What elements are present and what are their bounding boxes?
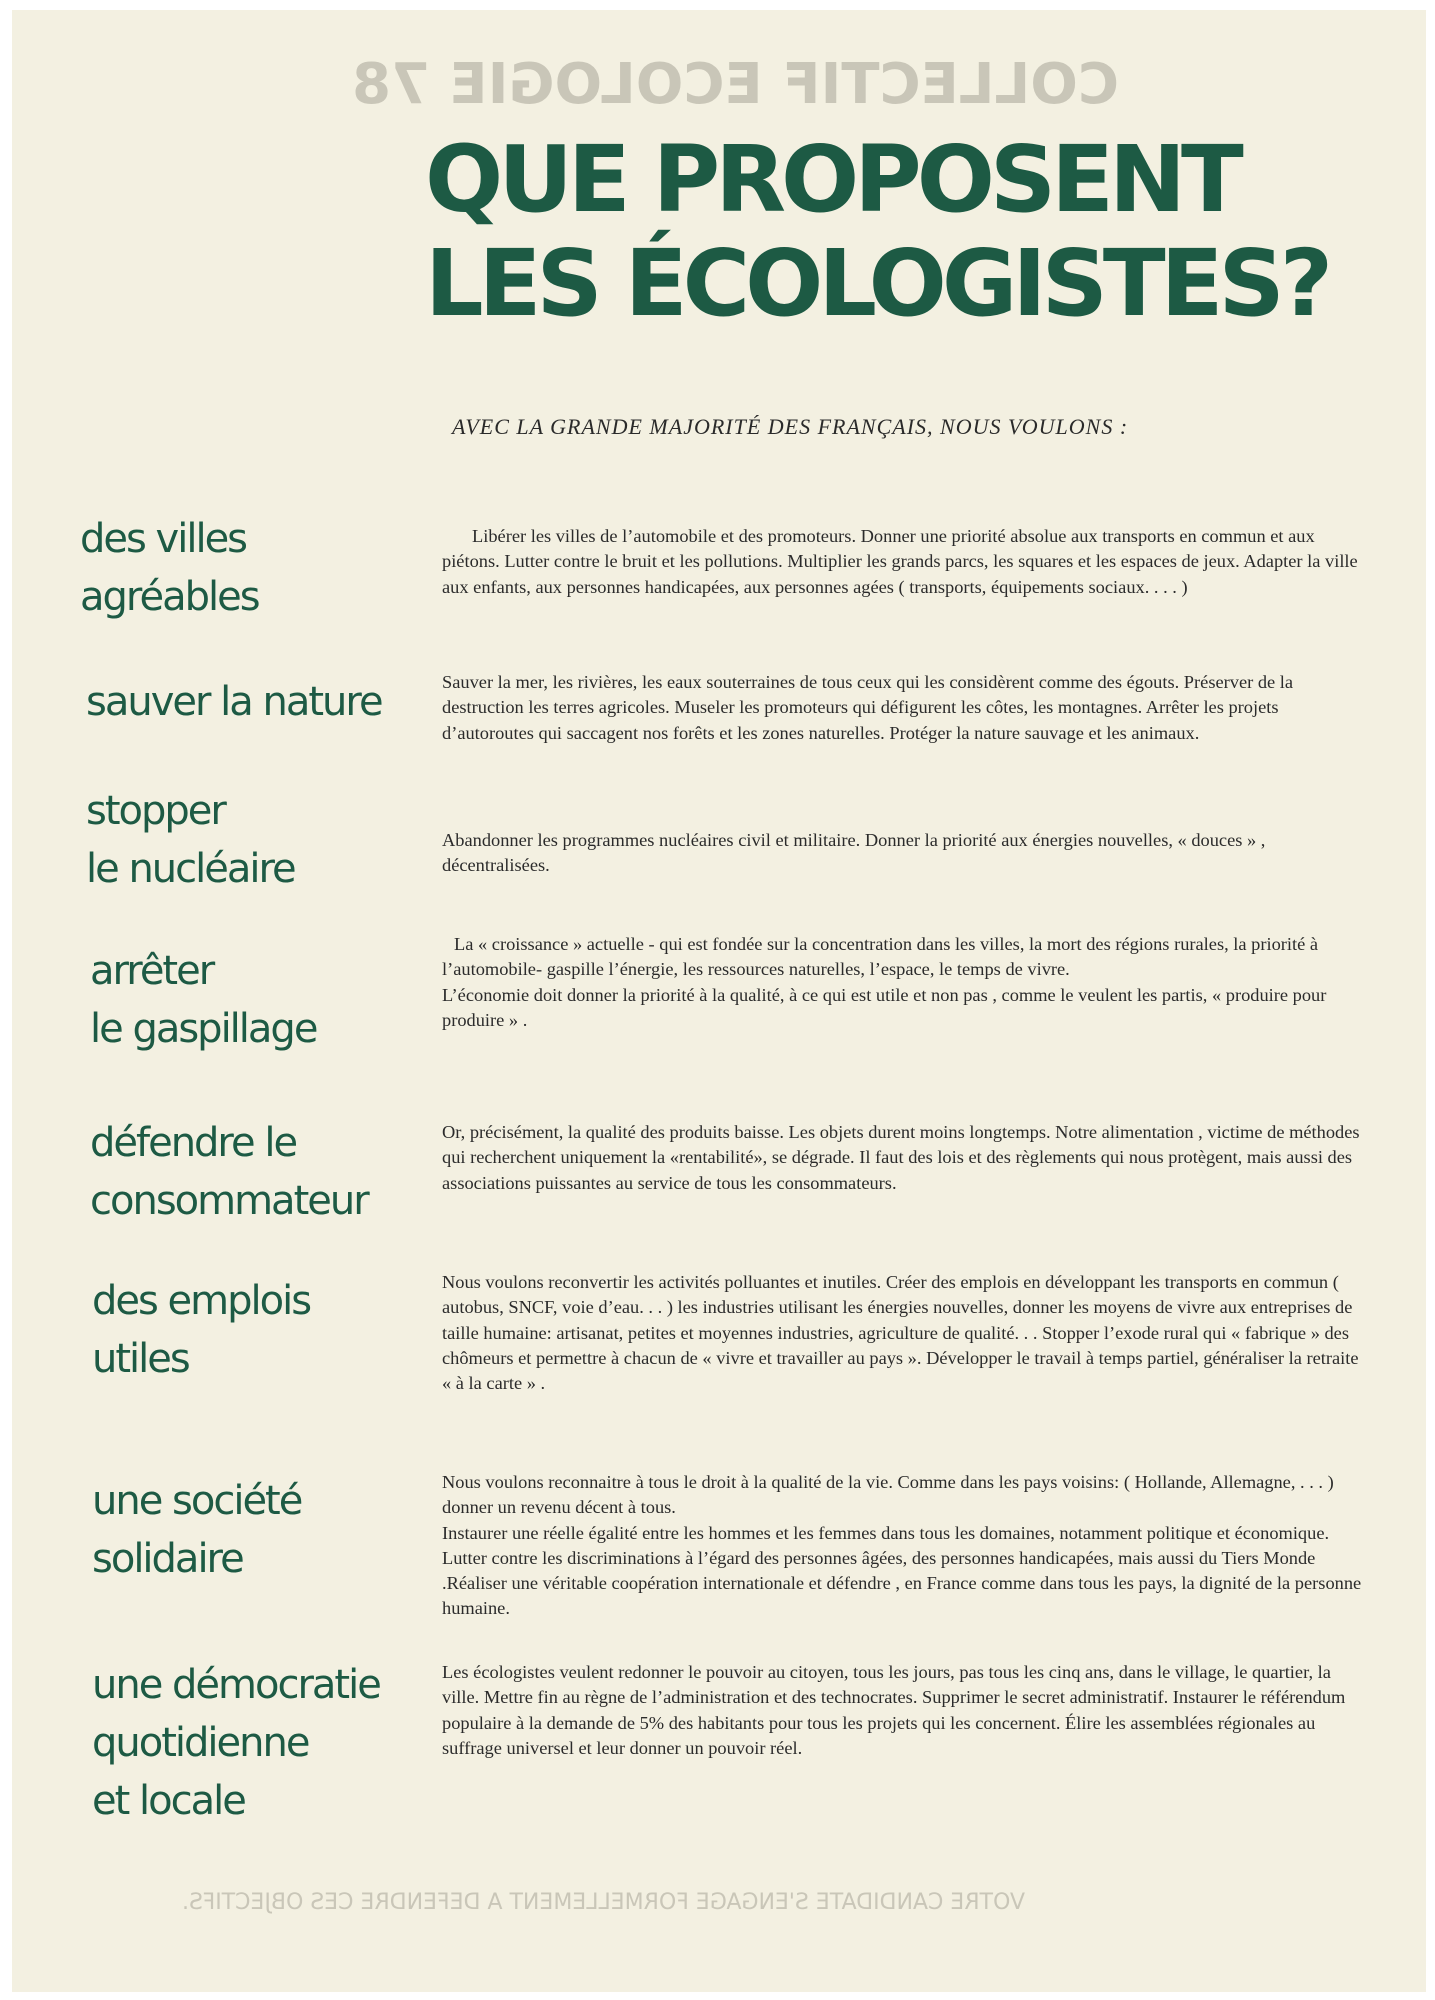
- heading-line: une société: [92, 1478, 302, 1524]
- paragraph: Abandonner les programmes nucléaires civil et militaire. Donner la priorité aux énergies nouvelles, « douces » , décentralisées.: [442, 830, 1266, 876]
- heading-line: le nucléaire: [86, 846, 295, 892]
- page-title: [425, 128, 1328, 336]
- paragraph: Sauver la mer, les rivières, les eaux souterraines de tous ceux qui les considèrent comme des égouts. Préserver de la destruction les terres agricoles. Museler les promoteurs qui défigurent les côtes, les montagnes. Arrêter les projets d’autoroutes qui saccagent nos forêts et les zones naturelles. Protéger la nature sauvage et les animaux.: [442, 672, 1294, 743]
- heading-line: quotidienne: [92, 1720, 309, 1766]
- section-heading-consommateur: [90, 1114, 368, 1230]
- section-heading-democratie: [92, 1656, 380, 1830]
- section-heading-nature: [86, 673, 382, 731]
- heading-line: défendre le: [90, 1120, 297, 1166]
- leaflet-page: [12, 10, 1426, 1992]
- paragraph: Nous voulons reconnaitre à tous le droit à la qualité de la vie. Comme dans les pays voisins: ( Hollande, Allemagne, . . . ) donner un revenu décent à tous.: [442, 1472, 1334, 1518]
- paragraph: La « croissance » actuelle - qui est fondée sur la concentration dans les villes, la mort des régions rurales, la priorité à l’automobile- gaspille l’énergie, les ressources naturelles, l’espace, le temps de vivre.: [442, 934, 1319, 980]
- paragraph: Or, précisément, la qualité des produits baisse. Les objets durent moins longtemps. Notre alimentation , victime de méthodes qui recherchent uniquement la «rentabilité», se dégrade. Il faut des lois et des règlements qui nous protègent, mais aussi des associations puissantes au service de tous les consommateurs.: [442, 1122, 1360, 1193]
- heading-line: consommateur: [90, 1178, 368, 1224]
- heading-line: des villes: [80, 516, 247, 562]
- section-heading-nucleaire: [86, 782, 295, 898]
- paragraph: L’économie doit donner la priorité à la qualité, à ce qui est utile et non pas , comme le veulent les partis, « produire pour produire » .: [442, 984, 1327, 1030]
- heading-line: le gaspillage: [90, 1006, 317, 1052]
- heading-line: utiles: [92, 1336, 189, 1382]
- section-text-nucleaire: [442, 828, 1362, 879]
- section-text-villes: [442, 524, 1362, 600]
- heading-line: et locale: [92, 1778, 245, 1824]
- title-line-1: QUE PROPOSENT: [425, 126, 1239, 233]
- heading-line: des emplois: [92, 1278, 311, 1324]
- section-text-nature: [442, 670, 1362, 746]
- section-heading-emplois: [92, 1272, 310, 1388]
- show-through-bottom: VOTRE CANDIDATE S'ENGAGE FORMELLEMENT A DEFENDRE CES OBJECTIFS.: [182, 1890, 1026, 1915]
- paragraph: Les écologistes veulent redonner le pouvoir au citoyen, tous les jours, pas tous les cinq ans, dans le village, le quartier, la ville. Mettre fin au règne de l’administration et des technocrates. Supprimer le secret administratif. Instaurer le référendum populaire à la demande de 5% des habitants pour tous les projets qui les concernent. Élire les assemblées régionales au suffrage universel et leur donner un pouvoir réel.: [442, 1662, 1346, 1758]
- paragraph: Nous voulons reconvertir les activités polluantes et inutiles. Créer des emplois en développant les transports en commun ( autobus, SNCF, voie d’eau. . . ) les industries utilisant les énergies nouvelles, donner les moyens de vivre aux entreprises de taille humaine: artisanat, petites et moyennes industries, agriculture de qualité. . . Stopper l’exode rural qui « fabrique » des chômeurs et permettre à chacun de « vivre et travailler au pays ». Développer le travail à temps partiel, généraliser la retraite « à la carte » .: [442, 1272, 1359, 1394]
- show-through-top: COLLECTIF ECOLOGIE 78: [352, 52, 1119, 117]
- title-line-2: LES ÉCOLOGISTES?: [425, 230, 1329, 337]
- section-text-consommateur: [442, 1120, 1362, 1196]
- paragraph: Instaurer une réelle égalité entre les hommes et les femmes dans tous les domaines, notamment politique et économique. Lutter contre les discriminations à l’égard des personnes âgées, des personnes handicapées, mais aussi du Tiers Monde .Réaliser une véritable coopération internationale et défendre , en France comme dans tous les pays, la dignité de la personne humaine.: [442, 1522, 1362, 1619]
- heading-line: arrêter: [90, 948, 214, 994]
- section-heading-gaspillage: [90, 942, 316, 1058]
- heading-line: une démocratie: [92, 1662, 380, 1708]
- heading-line: solidaire: [92, 1536, 243, 1582]
- section-heading-solidaire: [92, 1472, 301, 1588]
- paragraph: Libérer les villes de l’automobile et des promoteurs. Donner une priorité absolue aux transports en commun et aux piétons. Lutter contre le bruit et les pollutions. Multiplier les grands parcs, les squares et les espaces de jeux. Adapter la ville aux enfants, aux personnes handicapées, aux personnes agées ( transports, équipements sociaux. . . . ): [442, 526, 1358, 597]
- heading-line: stopper: [86, 788, 225, 834]
- section-text-emplois: [442, 1270, 1362, 1396]
- intro-statement: AVEC LA GRANDE MAJORITÉ DES FRANÇAIS, NOUS VOULONS :: [452, 414, 1129, 439]
- section-text-gaspillage: [442, 932, 1362, 1033]
- section-text-solidaire: [442, 1470, 1362, 1622]
- section-text-democratie: [442, 1660, 1362, 1761]
- heading-line: agréables: [80, 574, 259, 620]
- heading-line: sauver la nature: [86, 679, 382, 725]
- section-heading-villes: [80, 510, 259, 626]
